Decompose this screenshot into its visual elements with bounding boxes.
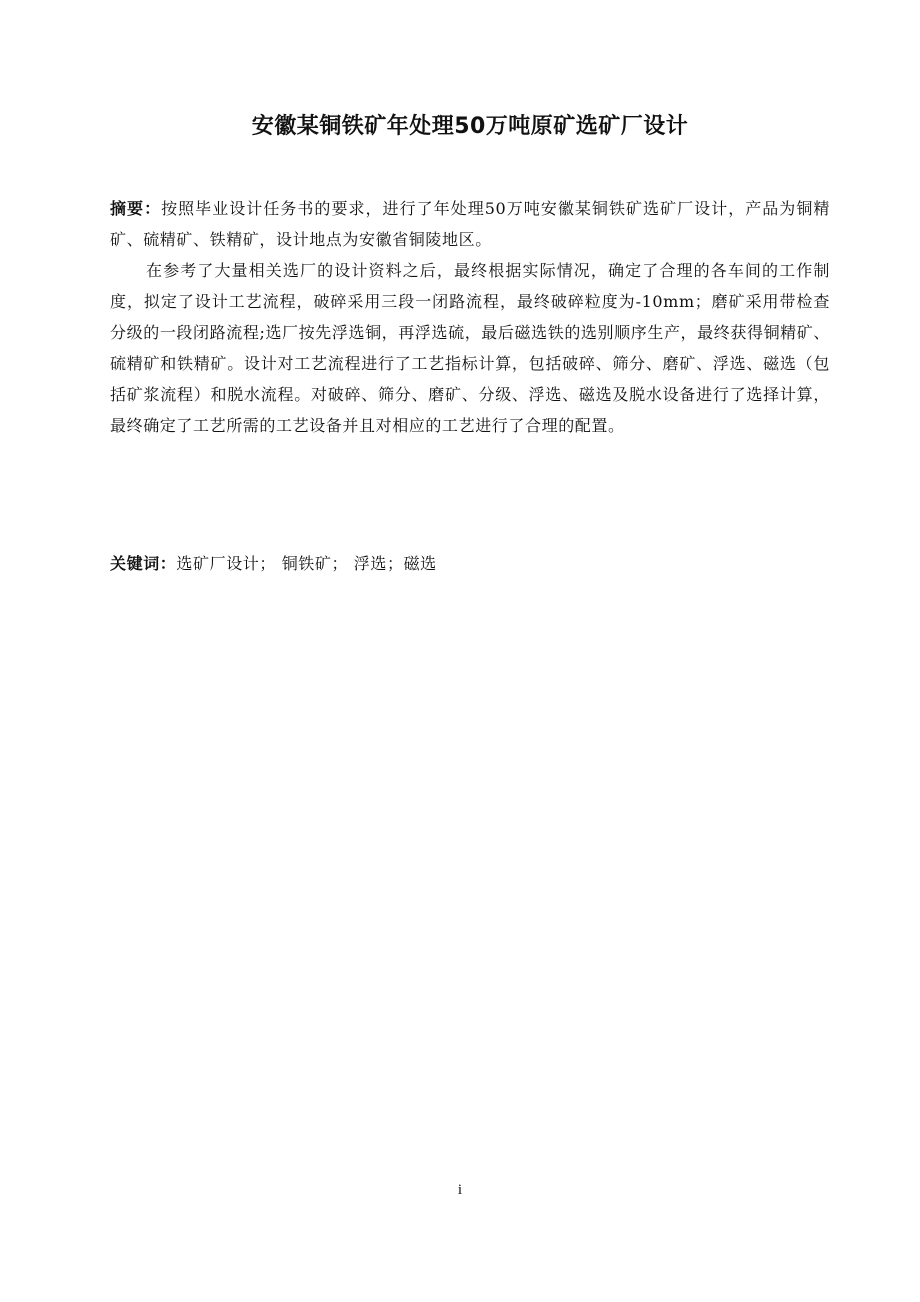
- page-number: i: [457, 1182, 463, 1198]
- abstract-section: [110, 193, 830, 441]
- keywords-section: [110, 548, 830, 579]
- keywords-text: 选矿厂设计； 铜铁矿； 浮选；磁选: [176, 554, 437, 573]
- abstract-paragraph-1: [110, 193, 830, 255]
- abstract-paragraph-2: 在参考了大量相关选厂的设计资料之后，最终根据实际情况，确定了合理的各车间的工作制度，拟定了设计工艺流程，破碎采用三段一闭路流程，最终破碎粒度为-10mm；磨矿采用带检查分级的一段闭路流程;选厂按先浮选铜，再浮选硫，最后磁选铁的选别顺序生产，最终获得铜精矿、硫精矿和铁精矿。设计对工艺流程进行了工艺指标计算，包括破碎、筛分、磨矿、浮选、磁选（包括矿浆流程）和脱水流程。对破碎、筛分、磨矿、分级、浮选、磁选及脱水设备进行了选择计算，最终确定了工艺所需的工艺设备并且对相应的工艺进行了合理的配置。: [110, 261, 830, 435]
- keywords-label: 关键词：: [110, 554, 177, 573]
- abstract-text-1: 按照毕业设计任务书的要求，进行了年处理50万吨安徽某铜铁矿选矿厂设计，产品为铜精矿、硫精矿、铁精矿，设计地点为安徽省铜陵地区。: [110, 199, 830, 249]
- abstract-label: 摘要：: [110, 199, 162, 218]
- document-title: 安徽某铜铁矿年处理50万吨原矿选矿厂设计: [251, 114, 689, 139]
